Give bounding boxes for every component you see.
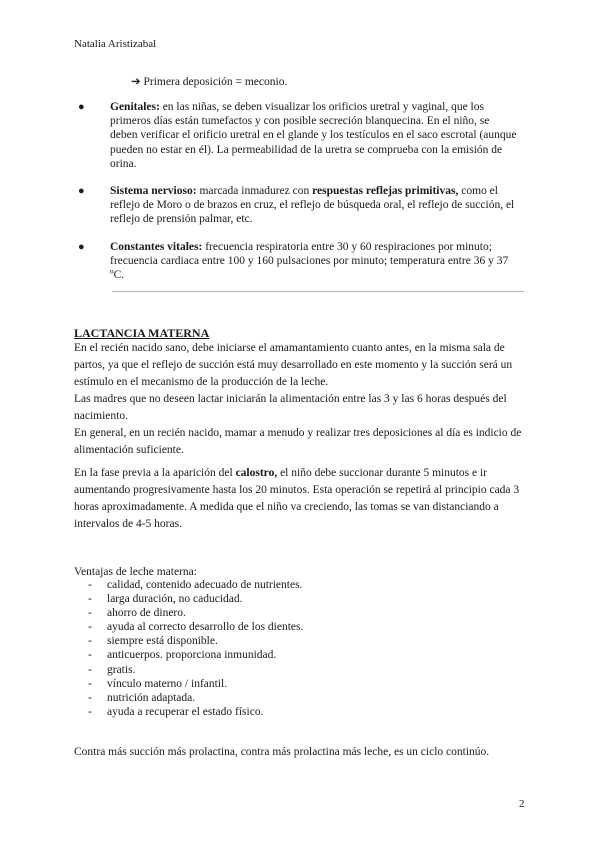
list-item [88, 634, 303, 648]
dash-marker: - [88, 621, 92, 634]
arrow-item-text: Primera deposición = meconio. [143, 76, 288, 88]
bullet-text [110, 100, 518, 171]
bullet-body-before: marcada inmadurez con [196, 185, 313, 197]
dash-marker: - [88, 579, 92, 591]
bullet-body: frecuencia respiratoria entre 30 y 60 respiraciones por minuto; frecuencia cardiaca entre 100 y 160 pulsaciones por minuto; temperatura entre 36 y 37 ºC. [110, 241, 509, 282]
list-item [88, 691, 303, 705]
paragraph-line: En el recién nacido sano, debe iniciarse el amamantamiento cuanto antes, en la misma sala de partos, ya que el reflejo de succión está muy desarrollado en este momento y la succión será un estímulo en el mecanismo de la producción de la leche. [74, 342, 513, 388]
bullet-body-after: como el reflejo de Moro o de brazos en cruz, el reflejo de búsqueda oral, el reflejo de succión, el reflejo de prensión palmar, etc. [110, 185, 515, 226]
list-item [88, 677, 303, 691]
list-item-text: gratis. [107, 663, 136, 676]
closing-sentence: Contra más succión más prolactina, contra más prolactina más leche, es un ciclo continúo. [74, 746, 490, 758]
paragraph-calostro [74, 465, 524, 533]
paragraph-text-before: En la fase previa a la aparición del [74, 467, 236, 479]
paragraph-intro [74, 340, 524, 459]
dash-marker: - [88, 649, 92, 662]
list-item-text: ayuda al correcto desarrollo de los dientes. [107, 621, 304, 634]
paragraph-line: Las madres que no deseen lactar iniciarán la alimentación entre las 3 y las 6 horas después del nacimiento. [74, 393, 507, 422]
list-item-text: nutrición adaptada. [107, 691, 196, 704]
arrow-icon: ➔ [131, 76, 141, 88]
list-item [88, 620, 303, 634]
dash-marker: - [88, 691, 92, 704]
dash-marker: - [88, 677, 92, 690]
bullet-text [110, 184, 518, 227]
section-title: LACTANCIA MATERNA [74, 326, 210, 340]
bullet-genitales [78, 100, 518, 171]
bullet-sistema-nervioso [78, 184, 518, 227]
list-item-text: calidad, contenido adecuado de nutrientes. [107, 579, 303, 591]
page-number: 2 [519, 798, 525, 810]
list-item-text: vínculo materno / infantil. [107, 677, 228, 690]
paragraph-bold: calostro, [235, 467, 278, 479]
list-item-text: siempre está disponible. [107, 635, 218, 648]
dash-marker: - [88, 593, 92, 606]
list-item [88, 606, 303, 620]
bullet-label: Sistema nervioso: [110, 185, 197, 197]
list-item [88, 705, 303, 719]
bullet-dot-icon: ● [78, 101, 85, 113]
list-item-text: ahorro de dinero. [107, 607, 186, 620]
bullet-body: en las niñas, se deben visualizar los orificios uretral y vaginal, que los primeros días están tumefactos y con posible secreción blanquecina. En el niño, se deben verificar el orificio uretral en el glande y los testículos en el saco escrotal (aunque pueden no estar en él). La permeabilidad de la uretra se comprueba con la emisión de orina. [110, 101, 517, 170]
paragraph-line: En general, en un recién nacido, mamar a menudo y realizar tres deposiciones al día es indicio de alimentación suficiente. [74, 427, 522, 456]
bullet-label: Constantes vitales: [110, 241, 203, 253]
dash-marker: - [88, 663, 92, 676]
dash-marker: - [88, 635, 92, 648]
bullet-dot-icon: ● [78, 185, 85, 197]
dash-marker: - [88, 607, 92, 620]
bullet-dot-icon: ● [78, 241, 85, 253]
bullet-constantes-vitales [78, 240, 518, 283]
horizontal-divider [112, 291, 524, 292]
list-item-text: ayuda a recuperar el estado físico. [107, 705, 264, 718]
list-item-text: larga duración, no caducidad. [107, 593, 243, 606]
list-item [88, 663, 303, 677]
list-item [88, 578, 303, 592]
list-item-text: anticuerpos. proporciona inmunidad. [107, 649, 277, 662]
arrow-list-item [131, 74, 287, 88]
list-item [88, 592, 303, 606]
paragraph-text-after: el niño debe succionar durante 5 minutos e ir aumentando progresivamente hasta los 20 minutos. Esta operación se repetirá al principio cada 3 horas aproximadamente. A medida que el niño va creciendo, las tomas se van distanciando a intervalos de 4-5 horas. [74, 467, 520, 530]
bullet-text [110, 240, 518, 283]
bullet-emphasis: respuestas reflejas primitivas, [312, 185, 459, 197]
dash-marker: - [88, 705, 92, 718]
ventajas-list [88, 578, 303, 719]
ventajas-title: Ventajas de leche materna: [74, 566, 197, 578]
list-item [88, 648, 303, 662]
page-header-author: Natalia Aristizabal [74, 38, 157, 50]
bullet-label: Genitales: [110, 101, 160, 113]
